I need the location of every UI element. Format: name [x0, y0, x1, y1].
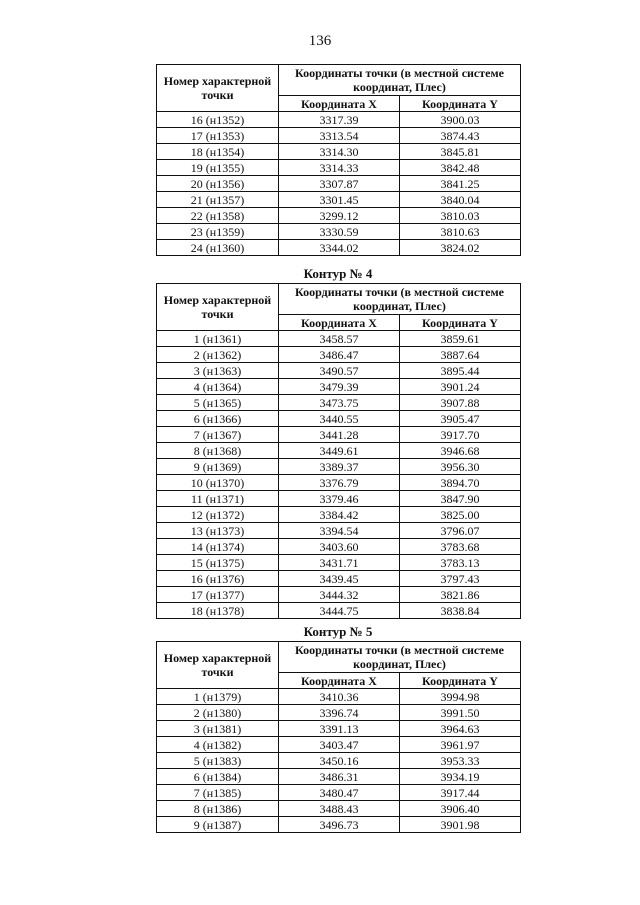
- point-number-cell: 8 (н1386): [157, 801, 279, 817]
- coordinates-table-continuation: [156, 64, 520, 256]
- coord-x-cell: 3441.28: [279, 427, 400, 443]
- point-number-cell: 15 (н1375): [157, 555, 279, 571]
- table-row: [157, 571, 521, 587]
- coord-y-header: Координата Y: [400, 673, 521, 689]
- table-row: [157, 379, 521, 395]
- coord-y-cell: 3825.00: [400, 507, 521, 523]
- coord-x-cell: 3403.60: [279, 539, 400, 555]
- point-number-cell: 12 (н1372): [157, 507, 279, 523]
- coord-y-cell: 3887.64: [400, 347, 521, 363]
- point-number-cell: 19 (н1355): [157, 160, 279, 176]
- coord-x-cell: 3479.39: [279, 379, 400, 395]
- coord-x-cell: 3473.75: [279, 395, 400, 411]
- point-number-cell: 22 (н1358): [157, 208, 279, 224]
- contour-4-block: [156, 265, 520, 619]
- point-number-cell: 14 (н1374): [157, 539, 279, 555]
- table-row: [157, 224, 521, 240]
- table-row: [157, 753, 521, 769]
- point-number-cell: 11 (н1371): [157, 491, 279, 507]
- coord-x-cell: 3394.54: [279, 523, 400, 539]
- coord-y-cell: 3810.03: [400, 208, 521, 224]
- point-number-header: Номер характерной точки: [157, 284, 279, 331]
- point-number-cell: 4 (н1382): [157, 737, 279, 753]
- coord-x-cell: 3301.45: [279, 192, 400, 208]
- point-number-cell: 7 (н1385): [157, 785, 279, 801]
- table-row: [157, 689, 521, 705]
- coord-x-cell: 3314.33: [279, 160, 400, 176]
- coord-x-cell: 3440.55: [279, 411, 400, 427]
- point-number-cell: 17 (н1377): [157, 587, 279, 603]
- table-row: [157, 427, 521, 443]
- table-row: [157, 785, 521, 801]
- coord-y-header: Координата Y: [400, 315, 521, 331]
- page-number: 136: [308, 33, 332, 49]
- point-number-cell: 8 (н1368): [157, 443, 279, 459]
- coord-system-header: Координаты точки (в местной системе координат, Плес): [279, 642, 521, 673]
- table-row: [157, 737, 521, 753]
- table-row: [157, 411, 521, 427]
- coord-y-cell: 3956.30: [400, 459, 521, 475]
- coord-x-cell: 3299.12: [279, 208, 400, 224]
- coord-y-cell: 3934.19: [400, 769, 521, 785]
- table-row: [157, 459, 521, 475]
- table-row: [157, 491, 521, 507]
- point-number-cell: 17 (н1353): [157, 128, 279, 144]
- point-number-cell: 20 (н1356): [157, 176, 279, 192]
- coord-y-cell: 3991.50: [400, 705, 521, 721]
- point-number-cell: 6 (н1384): [157, 769, 279, 785]
- point-number-cell: 23 (н1359): [157, 224, 279, 240]
- table-row: [157, 801, 521, 817]
- coord-y-cell: 3905.47: [400, 411, 521, 427]
- coord-system-header: Координаты точки (в местной системе координат, Плес): [279, 65, 521, 96]
- coord-x-cell: 3307.87: [279, 176, 400, 192]
- coord-y-cell: 3994.98: [400, 689, 521, 705]
- coord-x-cell: 3330.59: [279, 224, 400, 240]
- coord-y-cell: 3901.98: [400, 817, 521, 833]
- coord-y-cell: 3797.43: [400, 571, 521, 587]
- coord-y-cell: 3917.70: [400, 427, 521, 443]
- coord-x-cell: 3389.37: [279, 459, 400, 475]
- coord-y-cell: 3894.70: [400, 475, 521, 491]
- contour-5-block: [156, 623, 520, 833]
- coord-y-cell: 3821.86: [400, 587, 521, 603]
- table-row: [157, 587, 521, 603]
- coord-x-cell: 3488.43: [279, 801, 400, 817]
- coord-y-cell: 3907.88: [400, 395, 521, 411]
- point-number-cell: 1 (н1379): [157, 689, 279, 705]
- coord-system-header: Координаты точки (в местной системе координат, Плес): [279, 284, 521, 315]
- point-number-cell: 10 (н1370): [157, 475, 279, 491]
- table-row: [157, 347, 521, 363]
- point-number-cell: 16 (н1352): [157, 112, 279, 128]
- table-row: [157, 769, 521, 785]
- table-row: [157, 721, 521, 737]
- coord-y-cell: 3783.13: [400, 555, 521, 571]
- coord-y-cell: 3840.04: [400, 192, 521, 208]
- coord-y-cell: 3953.33: [400, 753, 521, 769]
- coord-x-cell: 3391.13: [279, 721, 400, 737]
- coord-x-cell: 3431.71: [279, 555, 400, 571]
- point-number-cell: 18 (н1378): [157, 603, 279, 619]
- coord-y-cell: 3847.90: [400, 491, 521, 507]
- point-number-cell: 9 (н1387): [157, 817, 279, 833]
- point-number-cell: 5 (н1365): [157, 395, 279, 411]
- coord-x-cell: 3486.47: [279, 347, 400, 363]
- table-row: [157, 539, 521, 555]
- point-number-cell: 16 (н1376): [157, 571, 279, 587]
- coordinates-table: [156, 64, 521, 256]
- coord-x-cell: 3450.16: [279, 753, 400, 769]
- table-row: [157, 603, 521, 619]
- coord-x-cell: 3496.73: [279, 817, 400, 833]
- point-number-cell: 5 (н1383): [157, 753, 279, 769]
- point-number-cell: 21 (н1357): [157, 192, 279, 208]
- coord-y-cell: 3838.84: [400, 603, 521, 619]
- table-row: [157, 112, 521, 128]
- coord-x-header: Координата X: [279, 96, 400, 112]
- point-number-cell: 13 (н1373): [157, 523, 279, 539]
- coord-y-cell: 3841.25: [400, 176, 521, 192]
- coord-y-cell: 3964.63: [400, 721, 521, 737]
- coord-x-header: Координата X: [279, 673, 400, 689]
- table-row: [157, 192, 521, 208]
- table-row: [157, 443, 521, 459]
- table-row: [157, 331, 521, 347]
- coord-x-cell: 3486.31: [279, 769, 400, 785]
- table-row: [157, 817, 521, 833]
- contour-title: Контур № 5: [303, 624, 373, 639]
- point-number-cell: 18 (н1354): [157, 144, 279, 160]
- point-number-cell: 7 (н1367): [157, 427, 279, 443]
- coord-y-cell: 3901.24: [400, 379, 521, 395]
- coord-y-cell: 3961.97: [400, 737, 521, 753]
- coord-x-cell: 3396.74: [279, 705, 400, 721]
- table-row: [157, 240, 521, 256]
- table-row: [157, 160, 521, 176]
- coord-x-cell: 3376.79: [279, 475, 400, 491]
- coord-x-cell: 3444.75: [279, 603, 400, 619]
- coord-y-cell: 3845.81: [400, 144, 521, 160]
- coord-x-cell: 3490.57: [279, 363, 400, 379]
- table-row: [157, 555, 521, 571]
- coord-x-cell: 3403.47: [279, 737, 400, 753]
- coord-x-cell: 3344.02: [279, 240, 400, 256]
- coord-x-cell: 3379.46: [279, 491, 400, 507]
- coord-x-cell: 3384.42: [279, 507, 400, 523]
- coord-y-cell: 3900.03: [400, 112, 521, 128]
- table-row: [157, 363, 521, 379]
- coord-x-cell: 3314.30: [279, 144, 400, 160]
- coord-x-cell: 3439.45: [279, 571, 400, 587]
- coord-y-header: Координата Y: [400, 96, 521, 112]
- table-row: [157, 507, 521, 523]
- point-number-header: Номер характерной точки: [157, 65, 279, 112]
- point-number-cell: 2 (н1362): [157, 347, 279, 363]
- coord-y-cell: 3874.43: [400, 128, 521, 144]
- table-row: [157, 208, 521, 224]
- coordinates-table: [156, 283, 521, 619]
- coord-x-cell: 3458.57: [279, 331, 400, 347]
- coord-x-cell: 3410.36: [279, 689, 400, 705]
- coord-x-cell: 3480.47: [279, 785, 400, 801]
- coord-y-cell: 3946.68: [400, 443, 521, 459]
- coord-x-cell: 3317.39: [279, 112, 400, 128]
- point-number-header: Номер характерной точки: [157, 642, 279, 689]
- point-number-cell: 9 (н1369): [157, 459, 279, 475]
- table-row: [157, 128, 521, 144]
- point-number-cell: 4 (н1364): [157, 379, 279, 395]
- point-number-cell: 2 (н1380): [157, 705, 279, 721]
- point-number-cell: 3 (н1363): [157, 363, 279, 379]
- point-number-cell: 6 (н1366): [157, 411, 279, 427]
- coord-x-cell: 3444.32: [279, 587, 400, 603]
- coord-y-cell: 3917.44: [400, 785, 521, 801]
- table-row: [157, 395, 521, 411]
- table-row: [157, 705, 521, 721]
- coord-y-cell: 3824.02: [400, 240, 521, 256]
- coord-y-cell: 3906.40: [400, 801, 521, 817]
- coord-x-cell: 3449.61: [279, 443, 400, 459]
- coordinates-table: [156, 641, 521, 833]
- coord-y-cell: 3810.63: [400, 224, 521, 240]
- table-row: [157, 176, 521, 192]
- contour-title: Контур № 4: [303, 266, 373, 281]
- table-row: [157, 523, 521, 539]
- coord-x-header: Координата X: [279, 315, 400, 331]
- table-row: [157, 475, 521, 491]
- point-number-cell: 24 (н1360): [157, 240, 279, 256]
- coord-y-cell: 3895.44: [400, 363, 521, 379]
- point-number-cell: 3 (н1381): [157, 721, 279, 737]
- table-row: [157, 144, 521, 160]
- coord-y-cell: 3842.48: [400, 160, 521, 176]
- point-number-cell: 1 (н1361): [157, 331, 279, 347]
- coord-y-cell: 3783.68: [400, 539, 521, 555]
- coord-x-cell: 3313.54: [279, 128, 400, 144]
- coord-y-cell: 3796.07: [400, 523, 521, 539]
- coord-y-cell: 3859.61: [400, 331, 521, 347]
